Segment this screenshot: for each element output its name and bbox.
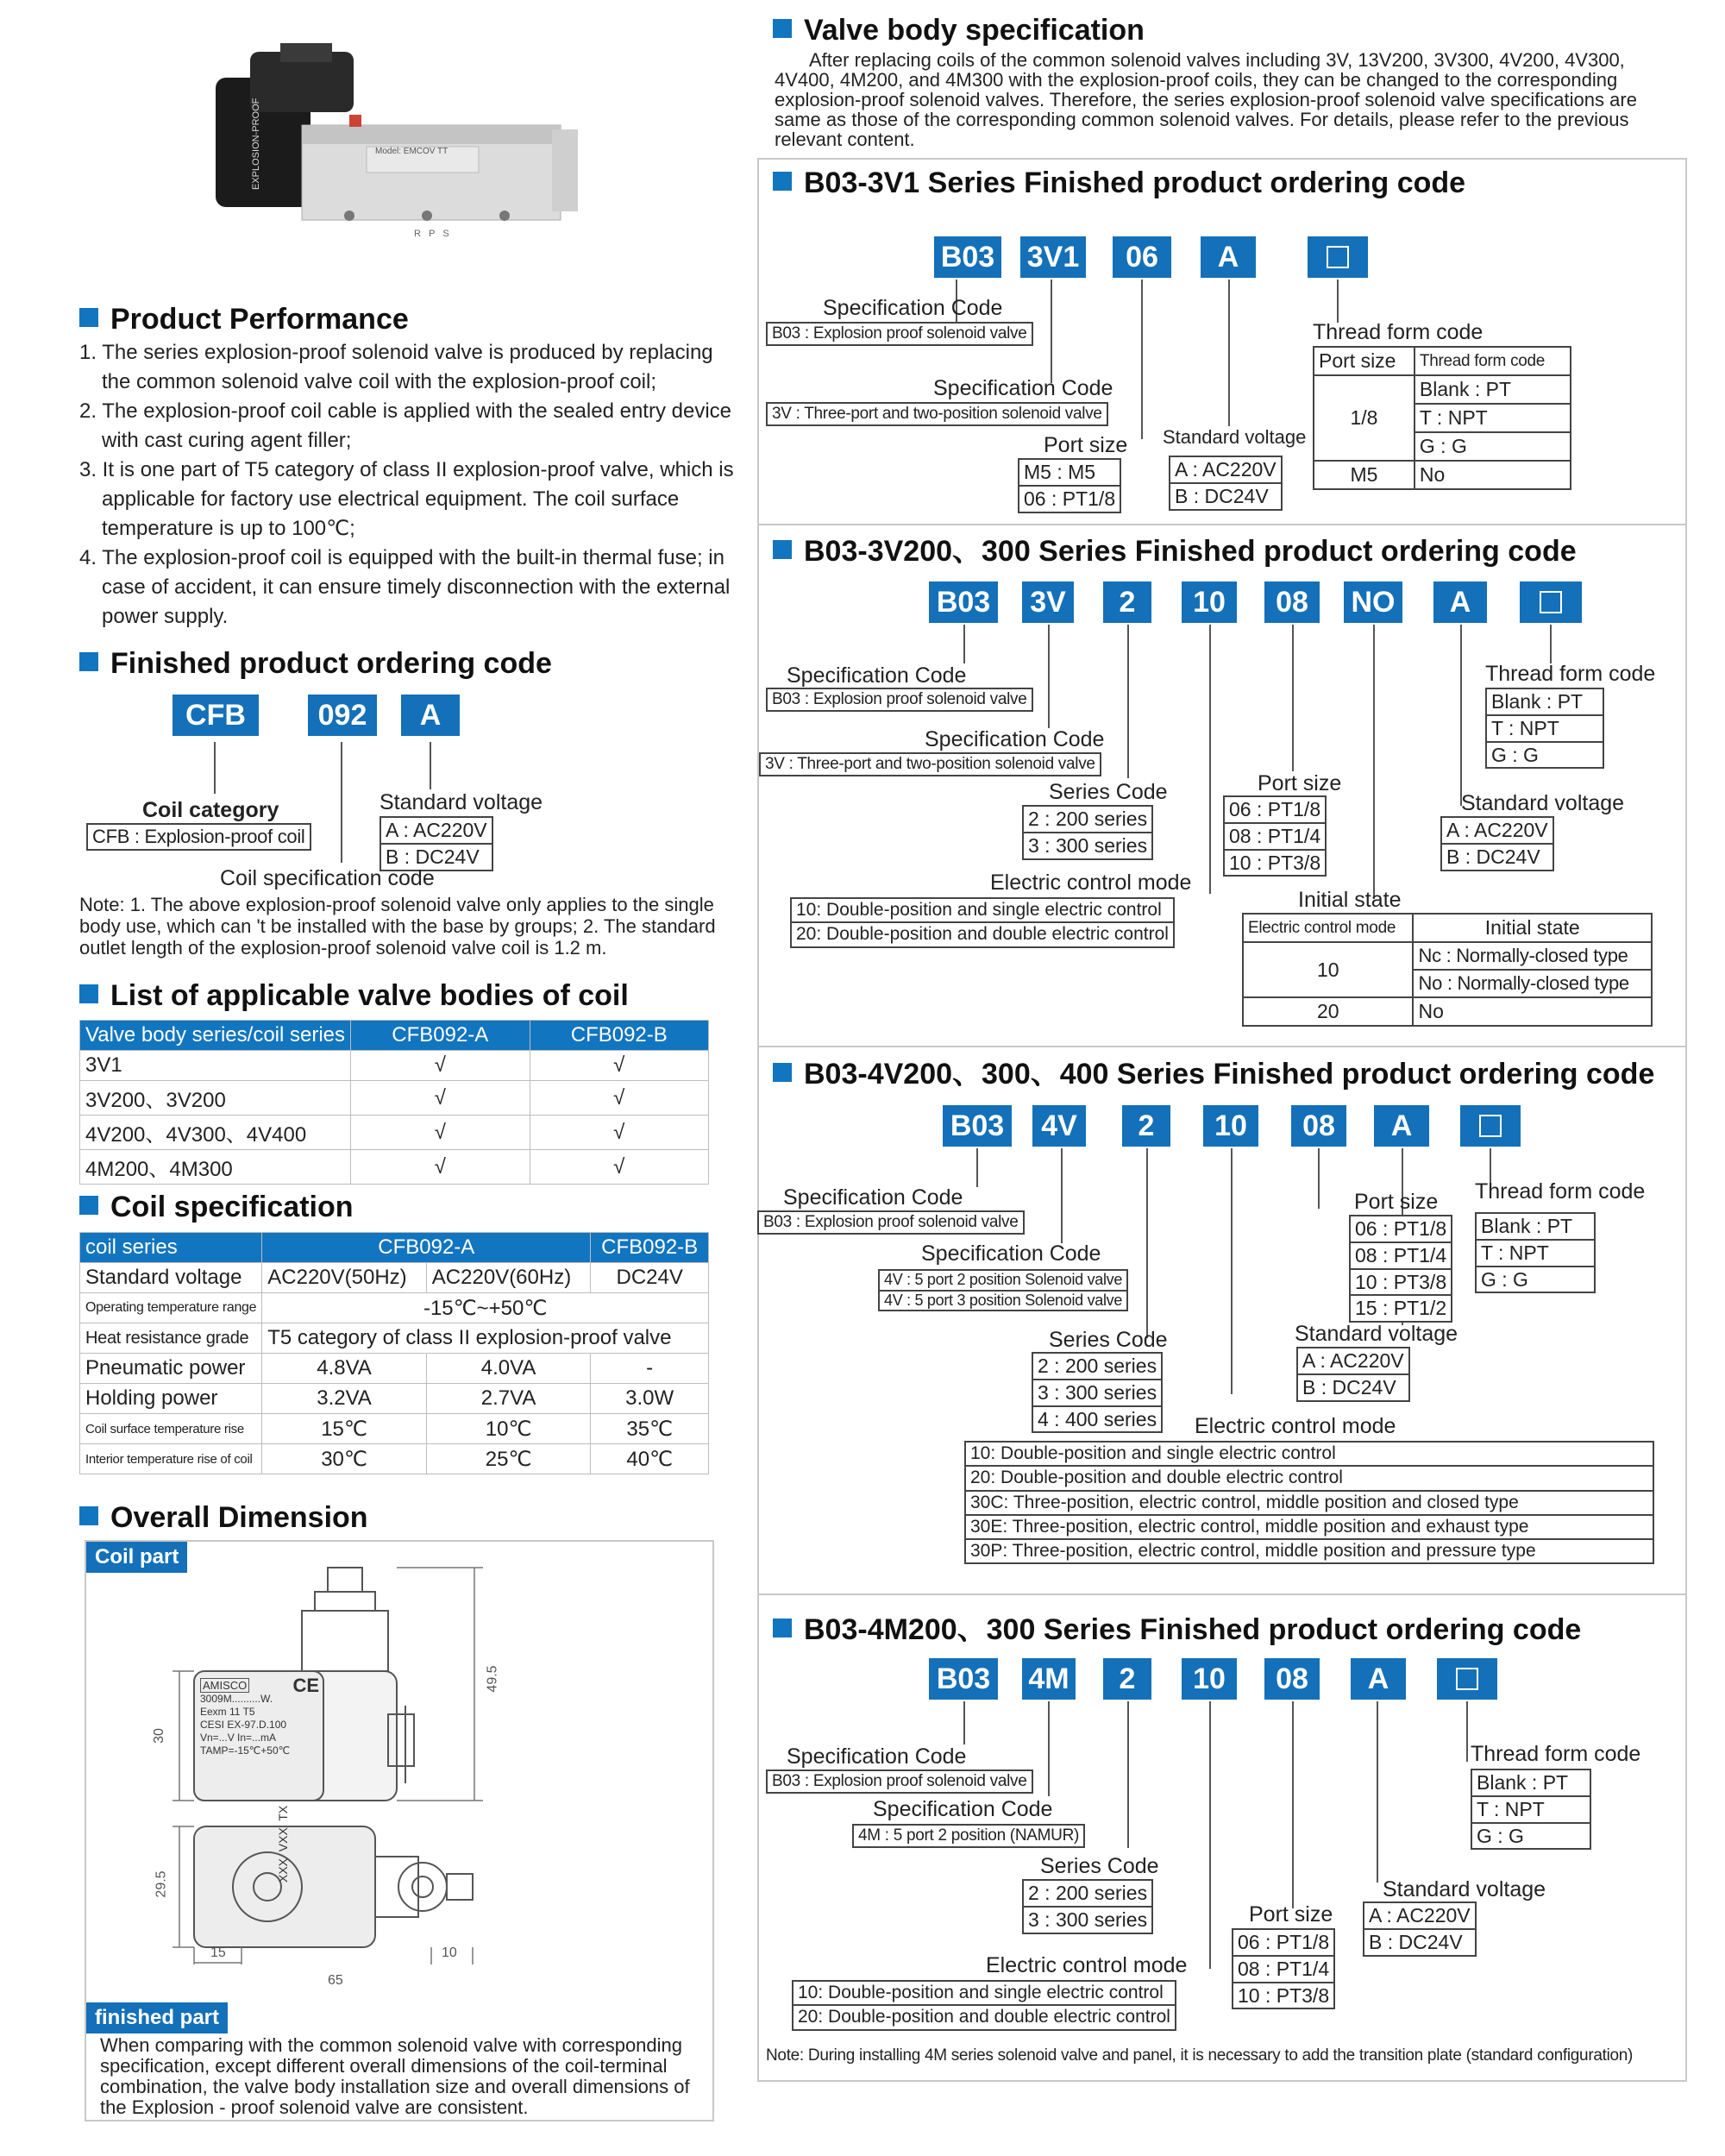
b3v1-code-blank (1308, 236, 1368, 278)
coil-category-box: CFB : Explosion-proof coil (86, 823, 311, 851)
b4m-code-08: 08 (1264, 1658, 1320, 1700)
b4v-title: B03-4V200、300、400 Series Finished product ordering code (773, 1059, 1654, 1089)
b3v200-thread-box: Blank : PT T : NPT G : G (1485, 688, 1604, 769)
b4v-spec-label2: Specification Code (921, 1241, 1101, 1266)
b3v200-code-08: 08 (1264, 581, 1320, 623)
coil-category-label: Coil category (142, 798, 279, 822)
b3v200-volt-label: Standard voltage (1461, 791, 1625, 815)
b3v200-code-2: 2 (1103, 581, 1151, 623)
b3v1-code-3v1: 3V1 (1020, 236, 1086, 278)
b4m-code-2: 2 (1103, 1658, 1151, 1700)
b4v-series-box: 2 : 200 series 3 : 300 series 4 : 400 series (1032, 1352, 1163, 1433)
b3v200-title: B03-3V200、300 Series Finished product ordering code (773, 537, 1577, 566)
code-a: A (401, 695, 460, 736)
coil-part-tag: Coil part (86, 1542, 187, 1573)
coil-drawing (151, 1559, 656, 1964)
performance-item: 3. It is one part of T5 category of class II explosion-proof valve, which is applicable for factory use electrical equipment. The coil surface temperature is up to 100℃; (79, 458, 734, 540)
b3v1-thread-table: Port size Thread form code 1/8 Blank : PT T : NPT G : G M5 No (1313, 346, 1571, 490)
b4v-code-4v: 4V (1032, 1105, 1086, 1147)
dim-15: 15 (210, 1945, 226, 1960)
b3v1-title: B03-3V1 Series Finished product ordering code (773, 168, 1465, 198)
finished-text: When comparing with the common solenoid valve with corresponding specification, except different overall dimensions of the coil-terminal combination, the valve body installation size and overall dimensions of the Explosion - proof solenoid valve are consistent. (100, 2034, 690, 2118)
dim-49-5: 49.5 (485, 1665, 500, 1693)
table-row: Coil surface temperature rise 15℃ 10℃ 35℃ (80, 1414, 709, 1444)
finished-part-tag: finished part (86, 2002, 228, 2033)
valve-body-title: Valve body specification (773, 16, 1145, 45)
b4m-volt-box: A : AC220V B : DC24V (1363, 1901, 1477, 1957)
table-row: 3V1 √ √ (80, 1051, 709, 1081)
side-label: XXX VXX TX (276, 1805, 290, 1883)
b3v200-volt-box: A : AC220V B : DC24V (1440, 816, 1554, 871)
b3v200-code-blank (1520, 581, 1582, 623)
table-row: Standard voltage AC220V(50Hz) AC220V(60Hz) DC24V (80, 1263, 709, 1293)
table-row: Pneumatic power 4.8VA 4.0VA - (80, 1354, 709, 1384)
b4m-spec-box2: 4M : 5 port 2 position (NAMUR) (852, 1824, 1085, 1848)
b3v1-code-b03: B03 (934, 236, 1001, 278)
b4m-series-label: Series Code (1040, 1854, 1159, 1878)
b3v200-spec-label1: Specification Code (787, 663, 967, 688)
b4v-code-08: 08 (1291, 1105, 1346, 1147)
coil-order-title: Finished product ordering code (79, 649, 552, 678)
performance-title: Product Performance (79, 305, 409, 334)
b3v200-code-a: A (1433, 581, 1487, 623)
b4m-ecm-box: 10: Double-position and single electric control 20: Double-position and double electric control (792, 1980, 1176, 2031)
valve-body-text: After replacing coils of the common solenoid valves including 3V, 13V200, 3V300, 4V200, 4V300, 4V400, 4M200, and 4M300 with the explosion-proof coils, they can be changed to the corresponding explosion-proof solenoid valves. Therefore, the series explosion-proof solenoid valve specifications are same as those of the corresponding common solenoid valves. For details, please refer to the previous relevant content. (775, 49, 1637, 150)
b4m-port-box: 06 : PT1/8 08 : PT1/4 10 : PT3/8 (1232, 1928, 1335, 2009)
b3v200-port-label: Port size (1258, 771, 1342, 795)
dim-10: 10 (442, 1945, 457, 1960)
coil-voltage-label: Standard voltage (380, 790, 543, 814)
b4v-code-blank (1460, 1105, 1521, 1147)
coil-note: Note: 1. The above explosion-proof solenoid valve only applies to the single body use, which can 't be installed with the base by groups; 2. The standard outlet length of the explosion-proof solenoid valve coil is 1.2 m. (79, 894, 716, 959)
table-row: 3V200、3V200 √ √ (80, 1081, 709, 1116)
code-092: 092 (308, 695, 377, 736)
b3v1-volt-box: A : AC220V B : DC24V (1169, 456, 1283, 511)
b4v-ecm-box: 10: Double-position and single electric control 20: Double-position and double electric control 30C: Three-position, electric control, middle position and closed type 30E: Three-position, electric control, middle position and exhaust type 30P: Three-position, electric control, middle position and pressure type (964, 1441, 1654, 1564)
coil-voltage-box: A : AC220V B : DC24V (380, 816, 493, 871)
b4m-series-box: 2 : 200 series 3 : 300 series (1022, 1879, 1153, 1934)
b4v-volt-box: A : AC220V B : DC24V (1296, 1347, 1410, 1402)
table-row: Operating temperature range -15℃~+50℃ (80, 1293, 709, 1323)
b3v200-code-no: NO (1344, 581, 1402, 623)
b4m-port-label: Port size (1249, 1902, 1333, 1927)
photo-ports: R P S (414, 229, 449, 239)
dimension-title: Overall Dimension (79, 1503, 368, 1532)
b3v200-code-b03: B03 (929, 581, 998, 623)
b4v-port-label: Port size (1354, 1190, 1439, 1214)
b3v200-port-box: 06 : PT1/8 08 : PT1/4 10 : PT3/8 (1223, 795, 1327, 877)
product-photo (198, 43, 604, 259)
b4m-code-4m: 4M (1022, 1658, 1076, 1700)
code-cfb: CFB (172, 695, 259, 736)
b4v-code-10: 10 (1203, 1105, 1258, 1147)
b4v-port-box: 06 : PT1/8 08 : PT1/4 10 : PT3/8 15 : PT1/2 (1349, 1215, 1452, 1323)
photo-nameplate: Model: EMCOV TT (375, 147, 448, 156)
coil-spec-label: Coil specification code (220, 866, 435, 890)
b4m-spec-label1: Specification Code (787, 1744, 967, 1769)
table-row: 4V200、4V300、4V400 √ √ (80, 1116, 709, 1150)
performance-item: 2. The explosion-proof coil cable is applied with the sealed entry device with cast curing agent filler; (79, 399, 731, 452)
coil-spec-title: Coil specification (79, 1192, 354, 1222)
b4v-code-b03: B03 (943, 1105, 1012, 1147)
b3v200-spec-box2: 3V : Three-port and two-position solenoid valve (759, 752, 1101, 776)
b3v200-init-table: Electric control mode Initial state 10 Nc : Normally-closed type No : Normally-closed type 20 No (1242, 913, 1653, 1027)
b4m-ecm-label: Electric control mode (986, 1953, 1188, 1977)
performance-item: 1. The series explosion-proof solenoid valve is produced by replacing the common solenoid valve coil with the explosion-proof coil; (79, 341, 713, 393)
b3v200-code-3v: 3V (1022, 581, 1074, 623)
b3v200-init-label: Initial state (1298, 888, 1402, 912)
b4m-title: B03-4M200、300 Series Finished product ordering code (773, 1615, 1581, 1644)
b4v-ecm-label: Electric control mode (1195, 1414, 1396, 1438)
coil-spec-table: coil series CFB092-A CFB092-B Standard voltage AC220V(50Hz) AC220V(60Hz) DC24V Operating temperature range -15℃~+50℃ Heat resistance grade T5 category of class II explosion-proof valve Pneumatic power 4.8VA 4.0VA - Holding power 3.2VA 2.7VA 3.0W Coil surface temperature rise 15℃ 10℃ 35℃ Interior temperature rise of coil 30℃ 25℃ 40℃ (79, 1232, 709, 1474)
nameplate: AMISCO CE 3009M..........W. Eexm 11 T5 CESI EX-97.D.100 Vn=...V In=...mA TAMP=-15℃+50℃ (200, 1675, 319, 1757)
b3v200-spec-box1: B03 : Explosion proof solenoid valve (766, 688, 1033, 712)
b4m-volt-label: Standard voltage (1383, 1877, 1546, 1901)
performance-item: 4. The explosion-proof coil is equipped with the built-in thermal fuse; in case of accident, it can ensure timely disconnection with the external power supply. (79, 546, 731, 628)
b3v200-ecm-box: 10: Double-position and single electric control 20: Double-position and double electric control (790, 897, 1175, 948)
table-row: Interior temperature rise of coil 30℃ 25℃ 40℃ (80, 1444, 709, 1474)
b3v1-spec-label1: Specification Code (823, 296, 1003, 320)
b3v1-thread-label: Thread form code (1313, 320, 1484, 344)
performance-list (79, 338, 735, 632)
b3v200-ecm-label: Electric control mode (990, 871, 1192, 895)
b3v200-code-10: 10 (1182, 581, 1237, 623)
applicable-title: List of applicable valve bodies of coil (79, 981, 629, 1010)
b3v1-spec-box1: B03 : Explosion proof solenoid valve (766, 322, 1033, 346)
b4v-code-a: A (1374, 1105, 1429, 1147)
applicable-table: Valve body series/coil series CFB092-A CFB092-B 3V1 √ √ 3V200、3V200 √ √ 4V200、4V300、4V400 √ √ 4M200、4M300 √ √ (79, 1020, 709, 1185)
dimension-panel (85, 1540, 714, 2121)
b4v-spec-label1: Specification Code (783, 1185, 963, 1210)
b3v1-volt-label: Standard voltage (1163, 426, 1307, 448)
b3v200-spec-label2: Specification Code (925, 727, 1105, 751)
b4v-series-label: Series Code (1049, 1328, 1168, 1352)
b4m-code-10: 10 (1182, 1658, 1237, 1700)
b3v1-spec-box2: 3V : Three-port and two-position solenoid valve (766, 402, 1108, 426)
table-row: Holding power 3.2VA 2.7VA 3.0W (80, 1384, 709, 1414)
b4v-thread-label: Thread form code (1475, 1179, 1646, 1204)
b3v1-code-a: A (1201, 236, 1256, 278)
b4m-thread-label: Thread form code (1471, 1742, 1641, 1766)
b4v-code-2: 2 (1122, 1105, 1170, 1147)
b3v200-thread-label: Thread form code (1485, 662, 1656, 686)
b4v-volt-label: Standard voltage (1295, 1322, 1458, 1346)
b3v1-port-box: M5 : M5 06 : PT1/8 (1018, 458, 1121, 513)
b4m-code-b03: B03 (929, 1658, 998, 1700)
dim-30: 30 (151, 1728, 166, 1744)
b3v200-series-label: Series Code (1049, 780, 1168, 804)
b4m-thread-box: Blank : PT T : NPT G : G (1471, 1769, 1591, 1850)
svg-text:EXPLOSION-PROOF: EXPLOSION-PROOF (251, 97, 261, 190)
ce-mark: CE (292, 1675, 319, 1696)
b4m-spec-label2: Specification Code (873, 1797, 1053, 1821)
b4m-code-a: A (1351, 1658, 1406, 1700)
b3v1-spec-label2: Specification Code (933, 376, 1113, 400)
b4m-note: Note: During installing 4M series solenoid valve and panel, it is necessary to add the transition plate (standard configuration) (766, 2046, 1634, 2065)
b3v200-series-box: 2 : 200 series 3 : 300 series (1022, 805, 1153, 860)
b4v-spec-box2: 4V : 5 port 2 position Solenoid valve 4V : 5 port 3 position Solenoid valve (878, 1269, 1128, 1311)
dim-29-5: 29.5 (154, 1870, 169, 1898)
b4m-spec-box1: B03 : Explosion proof solenoid valve (766, 1769, 1033, 1794)
table-row: Heat resistance grade T5 category of class II explosion-proof valve (80, 1323, 709, 1354)
dim-65: 65 (328, 1973, 343, 1988)
table-row: 4M200、4M300 √ √ (80, 1150, 709, 1185)
b4v-thread-box: Blank : PT T : NPT G : G (1475, 1212, 1596, 1293)
b3v1-port-label: Port size (1044, 433, 1128, 457)
b4v-spec-box1: B03 : Explosion proof solenoid valve (757, 1210, 1025, 1235)
b3v1-code-06: 06 (1113, 236, 1171, 278)
b4m-code-blank (1437, 1658, 1497, 1700)
